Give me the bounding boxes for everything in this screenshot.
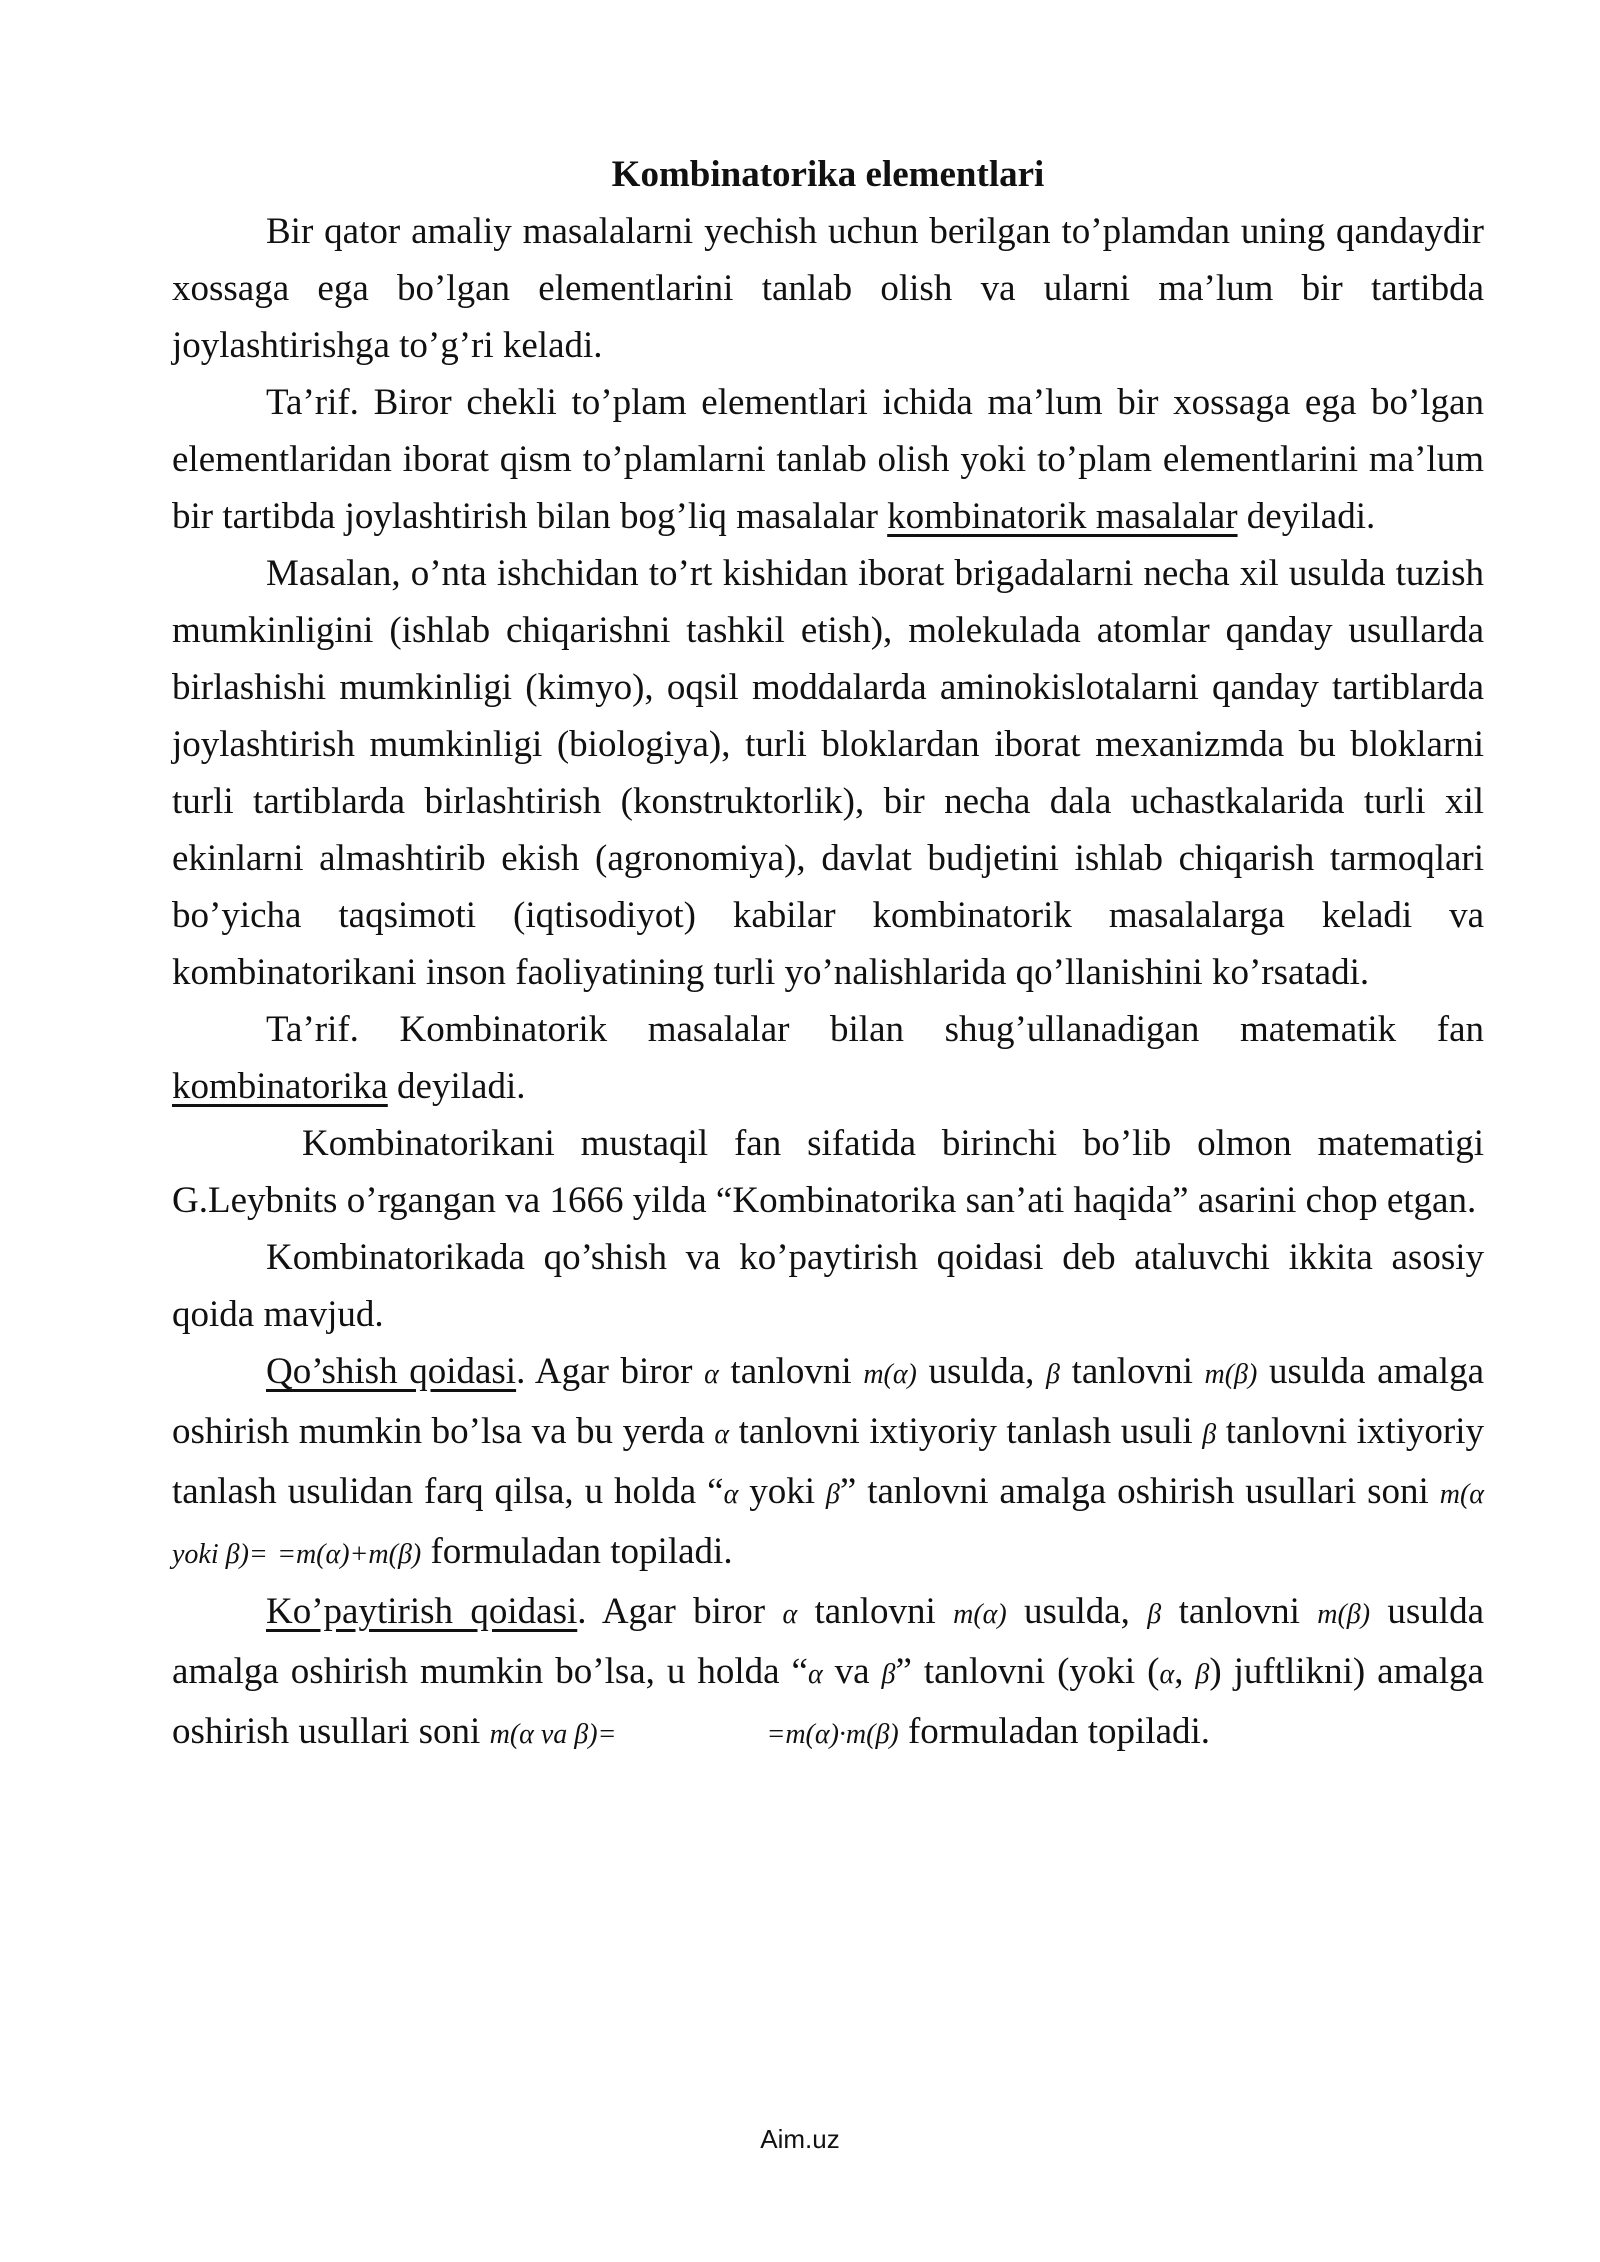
alpha-symbol: α bbox=[807, 1659, 823, 1690]
rule-text: tanlovni bbox=[1161, 1591, 1318, 1632]
rule-text: usulda amalga oshirish mumkin bo’lsa va bu yerda bbox=[172, 1351, 1484, 1452]
rule-text: usulda amalga oshirish mumkin bo’lsa, u holda “ bbox=[172, 1591, 1485, 1692]
m-alpha-formula: m(α) bbox=[863, 1359, 917, 1390]
addition-formula-right: =m(α)+m(β) bbox=[277, 1539, 422, 1570]
beta-symbol: β bbox=[1147, 1599, 1162, 1630]
addition-formula-left: m(α yoki β)= bbox=[172, 1479, 1485, 1570]
beta-symbol: β bbox=[1046, 1359, 1060, 1390]
rule-text: usulda, bbox=[1006, 1591, 1148, 1632]
rule-text: tanlovni bbox=[718, 1351, 864, 1392]
rule-text: tanlovni bbox=[1059, 1351, 1205, 1392]
multiplication-formula-right: =m(α)·m(β) bbox=[766, 1719, 899, 1750]
m-beta-formula: m(β) bbox=[1317, 1599, 1371, 1630]
rule-text: ” tanlovni (yoki ( bbox=[895, 1651, 1160, 1692]
rule-text: yoki bbox=[738, 1471, 826, 1512]
rule-text: , bbox=[1174, 1651, 1196, 1692]
page-footer: Aim.uz bbox=[760, 2124, 840, 2154]
definition-text: Ta’rif. Kombinatorik masalalar bilan shug’ullanadigan matematik fan bbox=[266, 1009, 1484, 1050]
rule-text: va bbox=[822, 1651, 882, 1692]
rule-text: tanlovni ixtiyoriy tanlash usulidan farq qilsa, u holda “ bbox=[172, 1411, 1485, 1512]
beta-symbol: β bbox=[881, 1659, 896, 1690]
alpha-symbol: α bbox=[723, 1479, 739, 1510]
multiplication-formula-left: m(α va β)= bbox=[489, 1719, 617, 1750]
alpha-symbol: α bbox=[1159, 1659, 1175, 1690]
beta-symbol: β bbox=[1195, 1659, 1210, 1690]
term-combinatorics: kombinatorika bbox=[172, 1066, 388, 1107]
rule-text: formuladan topiladi. bbox=[898, 1711, 1211, 1752]
intro-paragraph: Bir qator amaliy masalalarni yechish uchun berilgan to’plamdan uning qandaydir xossaga ega bo’lgan elementlarini tanlab olish va ularni ma’lum bir tartibda joylashtirishga to’g’ri keladi. bbox=[172, 211, 1484, 366]
multiplication-rule-name: Ko’paytirish qoidasi bbox=[266, 1591, 578, 1632]
beta-symbol: β bbox=[1202, 1419, 1217, 1450]
m-beta-formula: m(β) bbox=[1204, 1359, 1258, 1390]
rule-text: formuladan topiladi. bbox=[421, 1531, 733, 1572]
rule-text: tanlovni bbox=[797, 1591, 954, 1632]
alpha-symbol: α bbox=[714, 1419, 730, 1450]
rules-intro-paragraph: Kombinatorikada qo’shish va ko’paytirish qoidasi deb ataluvchi ikkita asosiy qoida mavjud. bbox=[172, 1237, 1484, 1335]
definition-tail: deyiladi. bbox=[1237, 496, 1376, 537]
examples-paragraph: Masalan, o’nta ishchidan to’rt kishidan iborat brigadalarni necha xil usulda tuzish mumkinligini (ishlab chiqarishni tashkil etish), molekulada atomlar qanday usullarda birlashishi mumkinligi (kimyo), oqsil moddalarda aminokislotalarni qanday tartiblarda joylashtirish mumkinligi (biologiya), turli bloklardan iborat mexanizmda bu bloklarni turli tartiblarda birlashtirish (konstruktorlik), bir necha dala uchastkalarida turli xil ekinlarni almashtirib ekish (agronomiya), davlat budjetini ishlab chiqarish tarmoqlari bo’yicha taqsimoti (iqtisodiyot) kabilar kombinatorik masalalarga keladi va kombinatorikani inson faoliyatining turli yo’nalishlarida qo’llanishini ko’rsatadi. bbox=[172, 553, 1484, 993]
definition-combinatorial-problems bbox=[172, 374, 1484, 545]
rule-text: ” tanlovni amalga oshirish usullari soni bbox=[839, 1471, 1440, 1512]
multiplication-rule-paragraph bbox=[172, 1583, 1484, 1763]
rule-text: . Agar biror bbox=[516, 1351, 705, 1392]
alpha-symbol: α bbox=[782, 1599, 798, 1630]
definition-combinatorics bbox=[172, 1001, 1484, 1115]
rule-text: tanlovni ixtiyoriy tanlash usuli bbox=[729, 1411, 1203, 1452]
rule-text: . Agar biror bbox=[577, 1591, 783, 1632]
history-paragraph: Kombinatorikani mustaqil fan sifatida birinchi bo’lib olmon matematigi G.Leybnits o’rgangan va 1666 yilda “Kombinatorika san’ati haqida” asarini chop etgan. bbox=[172, 1123, 1484, 1221]
definition-text: Ta’rif. Biror chekli to’plam elementlari ichida ma’lum bir xossaga ega bo’lgan elementlaridan iborat qism to’plamlarni tanlab olish yoki to’plam elementlarini ma’lum bir tartibda joylashtirish bilan bog’liq masalalar bbox=[172, 382, 1484, 537]
definition-tail: deyiladi. bbox=[387, 1066, 526, 1107]
term-combinatorial-problems: kombinatorik masalalar bbox=[887, 496, 1238, 537]
m-alpha-formula: m(α) bbox=[953, 1599, 1007, 1630]
page-title: Kombinatorika elementlari bbox=[611, 154, 1045, 195]
rule-text: usulda, bbox=[916, 1351, 1046, 1392]
alpha-symbol: α bbox=[704, 1359, 719, 1390]
addition-rule-name: Qo’shish qoidasi bbox=[266, 1351, 517, 1392]
rule-text: ) juftlikni) amalga oshirish usullari soni bbox=[172, 1651, 1484, 1752]
addition-rule-paragraph bbox=[172, 1343, 1484, 1583]
beta-symbol: β bbox=[825, 1479, 840, 1510]
document-body bbox=[172, 146, 1484, 1763]
